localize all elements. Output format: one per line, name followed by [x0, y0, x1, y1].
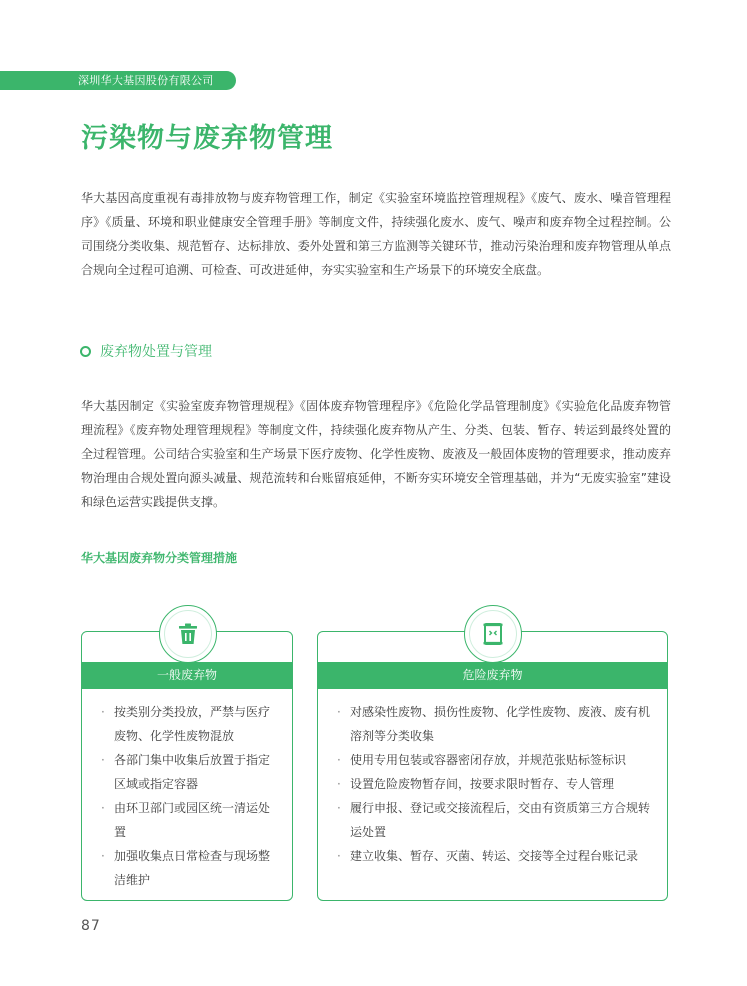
page-number: 87	[81, 918, 101, 934]
company-name-banner: 深圳华大基因股份有限公司	[0, 71, 236, 90]
list-item: · 加强收集点日常检查与现场整洁维护	[101, 849, 271, 887]
list-item: · 使用专用包装或容器密闭存放，并规范张贴标签标识	[337, 753, 627, 767]
ring-bullet-icon	[80, 346, 91, 357]
measures-subheading: 华大基因废弃物分类管理措施	[81, 551, 238, 565]
hazardous-waste-list	[332, 700, 658, 868]
trash-bin-icon	[175, 621, 201, 647]
list-item: · 建立收集、暂存、灭菌、转运、交接等全过程台账记录	[337, 849, 639, 863]
hazard-container-icon	[480, 621, 506, 647]
list-item: · 各部门集中收集后放置于指定区域或指定容器	[101, 753, 271, 791]
section-heading	[80, 341, 212, 361]
list-item: · 按类别分类投放，严禁与医疗废物、化学性废物混放	[101, 705, 271, 743]
list-item: · 设置危险废物暂存间，按要求限时暂存、专人管理	[337, 777, 615, 791]
hazardous-waste-title: 危险废弃物	[317, 662, 668, 689]
section-body-paragraph: 华大基因制定《实验室废弃物管理规程》《固体废弃物管理程序》《危险化学品管理制度》《实验危化品废弃物管理流程》《废弃物处理管理规程》等制度文件，持续强化废弃物从产生、分类、包装、暂存、转运到最终处置的全过程管理。公司结合实验室和生产场景下医疗废物、化学性废物、废液及一般固体废物的管理要求，推动废弃物治理由合规处置向源头减量、规范流转和台账留痕延伸，不断夯实环境安全管理基础，并为“无废实验室”建设和绿色运营实践提供支撑。	[81, 399, 671, 509]
general-waste-list	[96, 700, 276, 892]
general-waste-title: 一般废弃物	[81, 662, 293, 689]
list-item: · 由环卫部门或园区统一清运处置	[101, 801, 271, 839]
intro-paragraph: 华大基因高度重视有毒排放物与废弃物管理工作，制定《实验室环境监控管理规程》《废气、废水、噪音管理程序》《质量、环境和职业健康安全管理手册》等制度文件，持续强化废水、废气、噪声和废弃物全过程控制。公司围绕分类收集、规范暂存、达标排放、委外处置和第三方监测等关键环节，推动污染治理和废弃物管理从单点合规向全过程可追溯、可检查、可改进延伸，夯实实验室和生产场景下的环境安全底盘。	[81, 191, 671, 277]
general-waste-badge	[159, 605, 217, 663]
general-waste-card	[81, 631, 293, 901]
page-title: 污染物与废弃物管理	[81, 123, 333, 154]
list-item: · 履行申报、登记或交接流程后，交由有资质第三方合规转运处置	[337, 801, 651, 839]
list-item: · 对感染性废物、损伤性废物、化学性废物、废液、废有机溶剂等分类收集	[337, 705, 651, 743]
hazardous-waste-card	[317, 631, 668, 901]
section-heading-label: 废弃物处置与管理	[100, 344, 212, 360]
hazardous-waste-badge	[464, 605, 522, 663]
